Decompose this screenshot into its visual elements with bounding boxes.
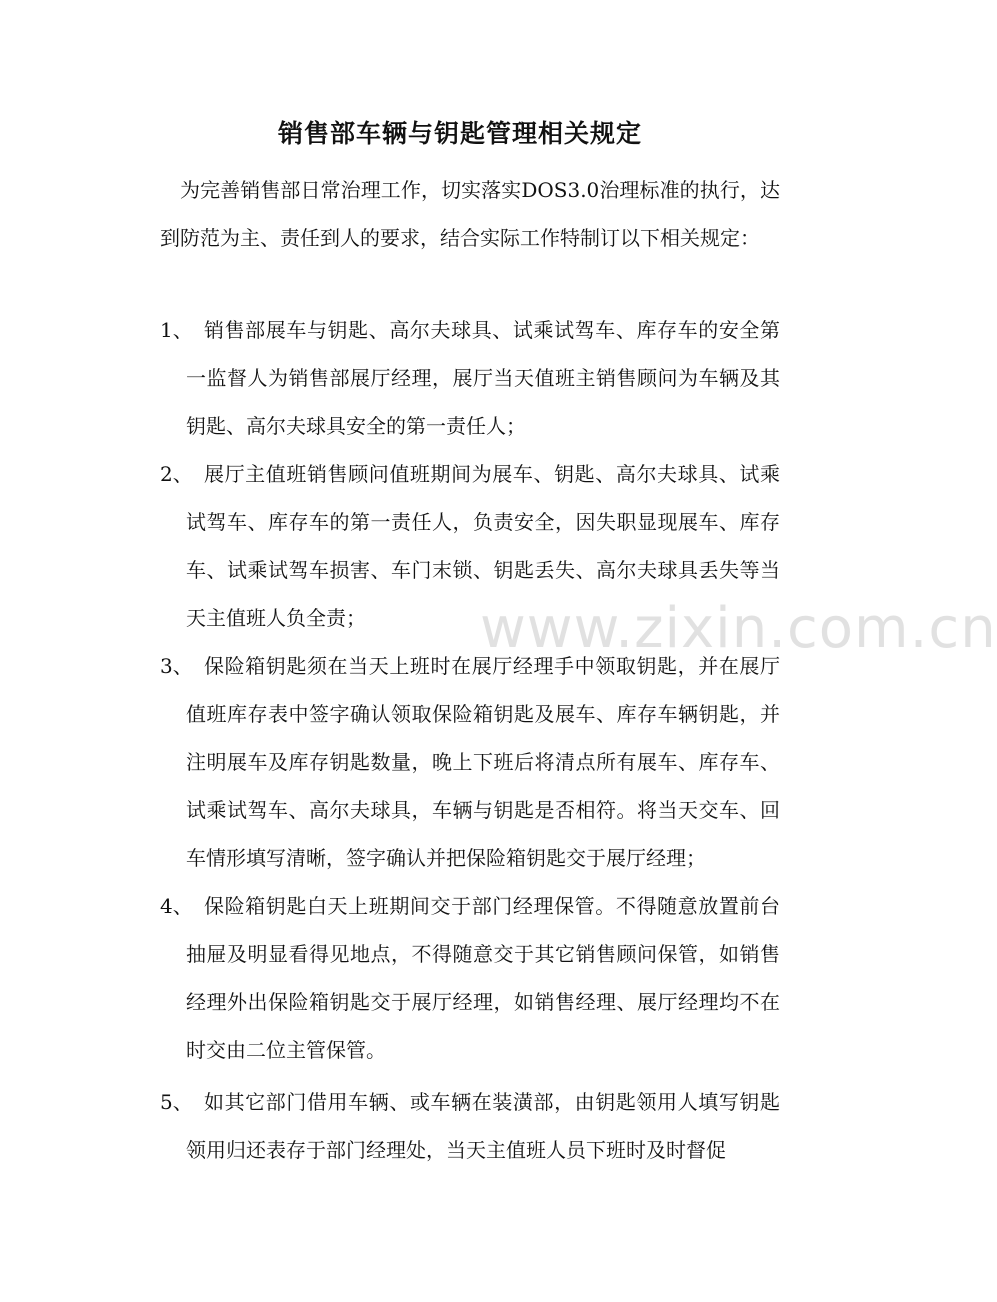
list-item	[160, 306, 780, 450]
item-text: 保险箱钥匙须在当天上班时在展厅经理手中领取钥匙，并在展厅值班库存表中签字确认领取保险箱钥匙及展车、库存车辆钥匙，并注明展车及库存钥匙数量，晚上下班后将清点所有展车、库存车、试乘试驾车、高尔夫球具，车辆与钥匙是否相符。将当天交车、回车情形填写清晰，签字确认并把保险箱钥匙交于展厅经理；	[186, 654, 780, 870]
item-number: 2、	[160, 462, 193, 486]
item-text: 销售部展车与钥匙、高尔夫球具、试乘试驾车、库存车的安全第一监督人为销售部展厅经理，展厅当天值班主销售顾问为车辆及其钥匙、高尔夫球具安全的第一责任人；	[186, 318, 780, 438]
list-item	[160, 1078, 780, 1174]
intro-paragraph: 为完善销售部日常治理工作，切实落实DOS3.0治理标准的执行，达到防范为主、责任到人的要求，结合实际工作特制订以下相关规定：	[160, 178, 780, 250]
item-text: 展厅主值班销售顾问值班期间为展车、钥匙、高尔夫球具、试乘试驾车、库存车的第一责任人，负责安全，因失职显现展车、库存车、试乘试驾车损害、车门末锁、钥匙丢失、高尔夫球具丢失等当天主值班人负全责；	[186, 462, 780, 630]
watermark: www.zixin.com.cn	[480, 596, 997, 661]
list-item	[160, 882, 780, 1074]
item-text: 保险箱钥匙白天上班期间交于部门经理保管。不得随意放置前台抽屉及明显看得见地点，不得随意交于其它销售顾问保管，如销售经理外出保险箱钥匙交于展厅经理，如销售经理、展厅经理均不在时交由二位主管保管。	[186, 894, 780, 1062]
item-number: 1、	[160, 318, 193, 342]
list-item	[160, 642, 780, 882]
item-number: 3、	[160, 654, 193, 678]
item-text: 如其它部门借用车辆、或车辆在装潢部，由钥匙领用人填写钥匙领用归还表存于部门经理处，当天主值班人员下班时及时督促	[186, 1090, 780, 1162]
item-number: 4、	[160, 894, 193, 918]
document-title: 销售部车辆与钥匙管理相关规定	[277, 119, 642, 148]
item-number: 5、	[160, 1090, 193, 1114]
